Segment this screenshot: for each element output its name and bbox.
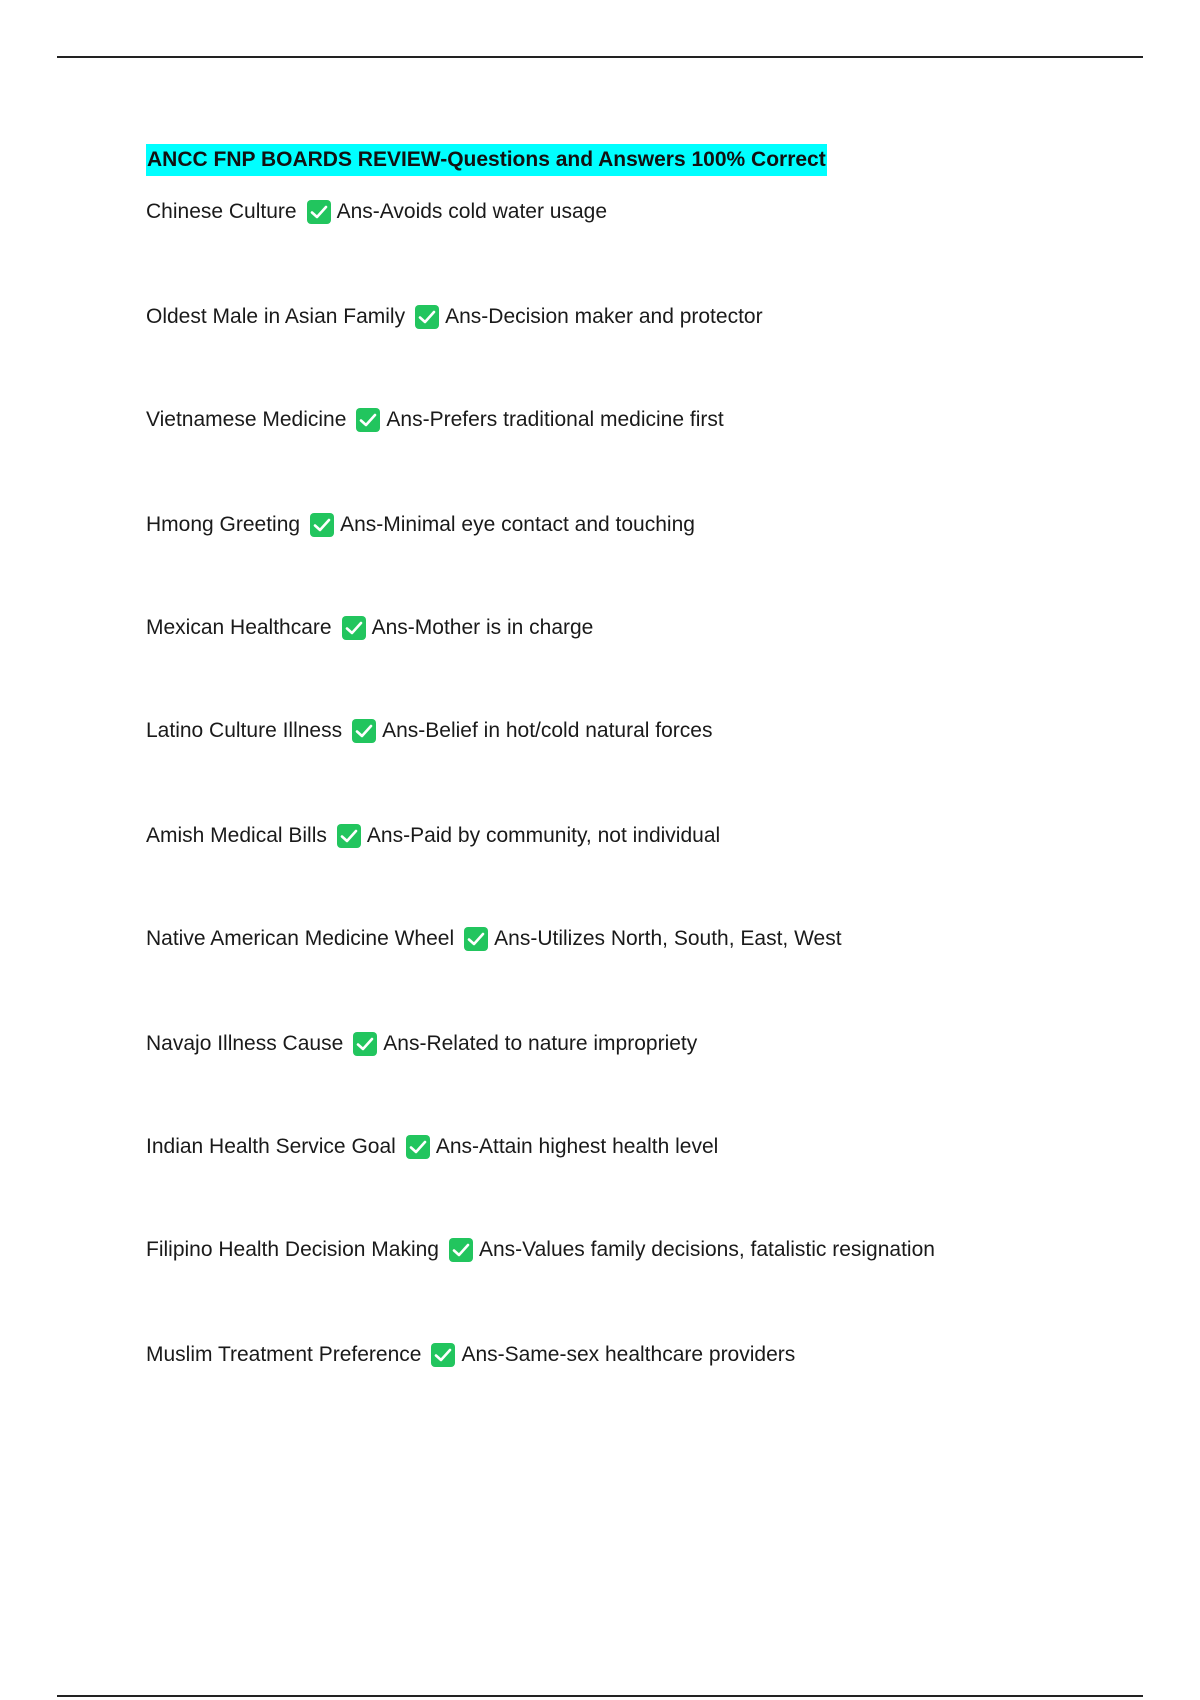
check-box-icon [352,719,376,743]
check-box-icon [353,1032,377,1056]
question-text: Filipino Health Decision Making [146,1238,439,1261]
qa-item [146,197,607,227]
question-text: Navajo Illness Cause [146,1032,344,1055]
answer-text: Ans-Mother is in charge [371,616,594,639]
qa-item [146,1132,718,1162]
question-text: Mexican Healthcare [146,616,332,639]
qa-item [146,302,763,332]
check-box-icon [449,1238,473,1262]
answer-text: Ans-Same-sex healthcare providers [461,1343,796,1366]
question-text: Latino Culture Illness [146,719,343,742]
document-title: ANCC FNP BOARDS REVIEW-Questions and Answers 100% Correct [146,144,827,176]
qa-item [146,1340,795,1370]
question-text: Oldest Male in Asian Family [146,305,406,328]
check-box-icon [415,305,439,329]
check-box-icon [307,200,331,224]
check-box-icon [431,1343,455,1367]
qa-item [146,1029,697,1059]
check-box-icon [406,1135,430,1159]
answer-text: Ans-Decision maker and protector [445,305,763,328]
qa-item [146,405,724,435]
question-text: Muslim Treatment Preference [146,1343,422,1366]
answer-text: Ans-Paid by community, not individual [366,824,721,847]
qa-item [146,1235,935,1265]
check-box-icon [342,616,366,640]
answer-text: Ans-Minimal eye contact and touching [340,513,695,536]
question-text: Chinese Culture [146,200,297,223]
check-box-icon [337,824,361,848]
question-text: Native American Medicine Wheel [146,927,455,950]
question-text: Hmong Greeting [146,513,301,536]
answer-text: Ans-Prefers traditional medicine first [386,408,724,431]
question-text: Vietnamese Medicine [146,408,347,431]
qa-item [146,821,720,851]
qa-item [146,924,842,954]
question-text: Indian Health Service Goal [146,1135,396,1158]
answer-text: Ans-Values family decisions, fatalistic resignation [478,1238,935,1261]
check-box-icon [310,513,334,537]
answer-text: Ans-Related to nature impropriety [383,1032,698,1055]
qa-item [146,613,593,643]
check-box-icon [356,408,380,432]
qa-item [146,510,695,540]
answer-text: Ans-Belief in hot/cold natural forces [382,719,713,742]
question-text: Amish Medical Bills [146,824,327,847]
answer-text: Ans-Utilizes North, South, East, West [494,927,842,950]
answer-text: Ans-Attain highest health level [435,1135,719,1158]
bottom-divider [57,1695,1143,1697]
top-divider [57,56,1143,58]
check-box-icon [464,927,488,951]
qa-item [146,716,712,746]
answer-text: Ans-Avoids cold water usage [336,200,608,223]
